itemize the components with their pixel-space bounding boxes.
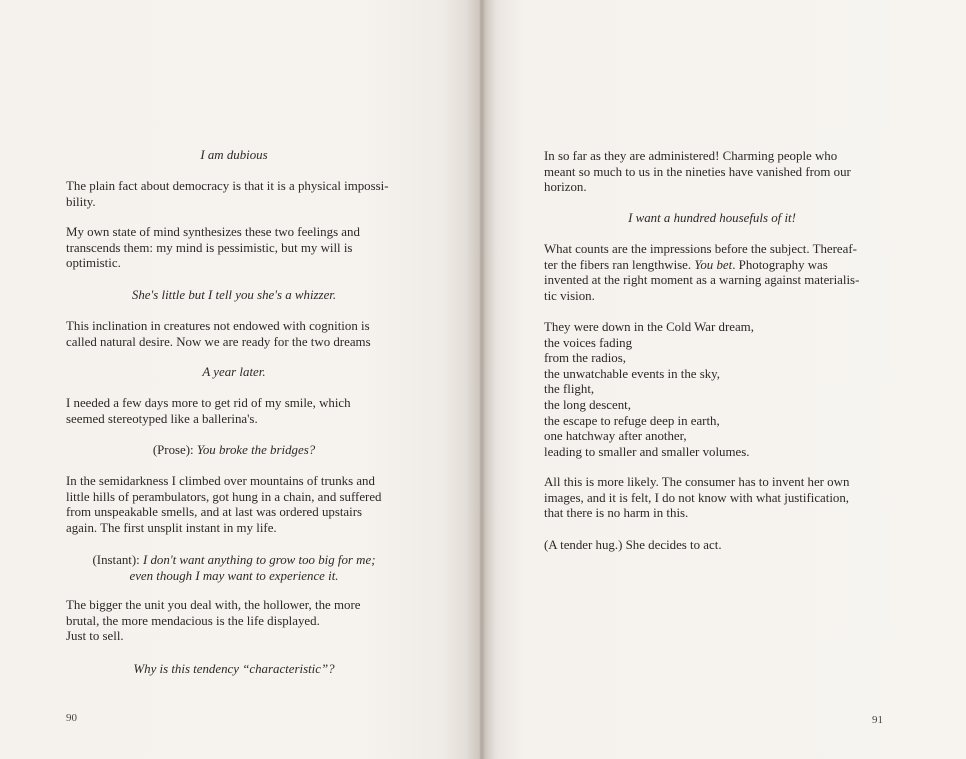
poem-line: one hatchway after another, bbox=[544, 429, 687, 444]
text-line: This inclination in creatures not endowed with cognition is bbox=[66, 319, 370, 333]
instant-text-1: I don't want anything to grow too big for me; bbox=[142, 553, 376, 567]
text-line: optimistic. bbox=[66, 256, 121, 271]
right-page bbox=[480, 0, 966, 759]
text-line: I needed a few days more to get rid of my smile, which bbox=[66, 396, 351, 410]
paragraph-administered bbox=[544, 149, 904, 196]
paragraph-inclination bbox=[66, 319, 426, 350]
heading-housefuls: I want a hundred housefuls of it! bbox=[628, 211, 796, 225]
paragraph-more-likely bbox=[544, 475, 904, 522]
paragraph-state-of-mind bbox=[66, 225, 426, 272]
text-line: All this is more likely. The consumer has to invent her own bbox=[544, 475, 850, 489]
poem-line: from the radios, bbox=[544, 351, 626, 366]
text-line: My own state of mind synthesizes these two feelings and bbox=[66, 225, 360, 239]
text-line: little hills of perambulators, got hung in a chain, and suffered bbox=[66, 489, 382, 504]
text-line: meant so much to us in the nineties have vanished from our bbox=[544, 164, 851, 179]
text-line: In so far as they are administered! Charming people who bbox=[544, 149, 838, 163]
text-line: seemed stereotyped like a ballerina's. bbox=[66, 411, 258, 426]
heading-characteristic: Why is this tendency “characteristic”? bbox=[133, 662, 335, 676]
text-line: transcends them: my mind is pessimistic, but my will is bbox=[66, 240, 353, 255]
poem-line: the voices fading bbox=[544, 335, 633, 350]
page-number-left: 90 bbox=[66, 712, 77, 724]
text-line: images, and it is felt, I do not know with what justification, bbox=[544, 490, 850, 505]
instant-line-1 bbox=[66, 553, 402, 569]
text-span: . Photography was bbox=[732, 257, 828, 272]
poem-cold-war-dream bbox=[544, 320, 904, 460]
prose-label: (Prose): bbox=[152, 443, 197, 457]
prose-line bbox=[66, 443, 402, 459]
text-line: What counts are the impressions before the subject. Thereaf- bbox=[544, 242, 857, 256]
paragraph-tender-hug: (A tender hug.) She decides to act. bbox=[544, 538, 722, 552]
text-line: brutal, the more mendacious is the life displayed. bbox=[66, 613, 320, 628]
paragraph-democracy bbox=[66, 179, 426, 210]
paragraph-impressions bbox=[544, 242, 904, 304]
text-line: In the semidarkness I climbed over mountains of trunks and bbox=[66, 474, 375, 488]
text-line: Just to sell. bbox=[66, 629, 124, 644]
paragraph-bigger-unit bbox=[66, 598, 426, 645]
poem-line: the unwatchable events in the sky, bbox=[544, 366, 720, 381]
instant-line-2: even though I may want to experience it. bbox=[129, 568, 339, 583]
heading-whizzer: She's little but I tell you she's a whizzer. bbox=[131, 288, 337, 302]
text-line bbox=[544, 258, 904, 274]
poem-line: They were down in the Cold War dream, bbox=[544, 320, 754, 334]
heading-i-am-dubious: I am dubious bbox=[200, 148, 268, 162]
text-line: that there is no harm in this. bbox=[544, 506, 689, 521]
poem-line: leading to smaller and smaller volumes. bbox=[544, 444, 750, 459]
text-span-italic: You bet bbox=[694, 257, 733, 272]
text-line: bility. bbox=[66, 194, 96, 209]
paragraph-semidarkness bbox=[66, 474, 426, 536]
prose-text: You broke the bridges? bbox=[196, 443, 316, 457]
text-line: again. The first unsplit instant in my life. bbox=[66, 520, 277, 535]
instant-label: (Instant): bbox=[92, 553, 143, 567]
page-number-right: 91 bbox=[872, 714, 883, 726]
poem-line: the flight, bbox=[544, 382, 595, 397]
poem-line: the escape to refuge deep in earth, bbox=[544, 413, 720, 428]
heading-a-year-later: A year later. bbox=[202, 365, 266, 379]
instant-quote bbox=[66, 553, 402, 584]
left-page bbox=[0, 0, 480, 759]
text-line: from unspeakable smells, and at last was ordered upstairs bbox=[66, 505, 363, 520]
text-line: called natural desire. Now we are ready for the two dreams bbox=[66, 334, 371, 349]
text-line: tic vision. bbox=[544, 288, 595, 303]
text-line: horizon. bbox=[544, 180, 587, 195]
text-line: The plain fact about democracy is that it is a physical impossi- bbox=[66, 179, 389, 193]
poem-line: the long descent, bbox=[544, 397, 631, 412]
text-span: ter the fibers ran lengthwise. bbox=[544, 257, 695, 272]
paragraph-smile bbox=[66, 396, 426, 427]
text-line: invented at the right moment as a warning against materialis- bbox=[544, 273, 860, 288]
text-line: The bigger the unit you deal with, the hollower, the more bbox=[66, 598, 361, 612]
